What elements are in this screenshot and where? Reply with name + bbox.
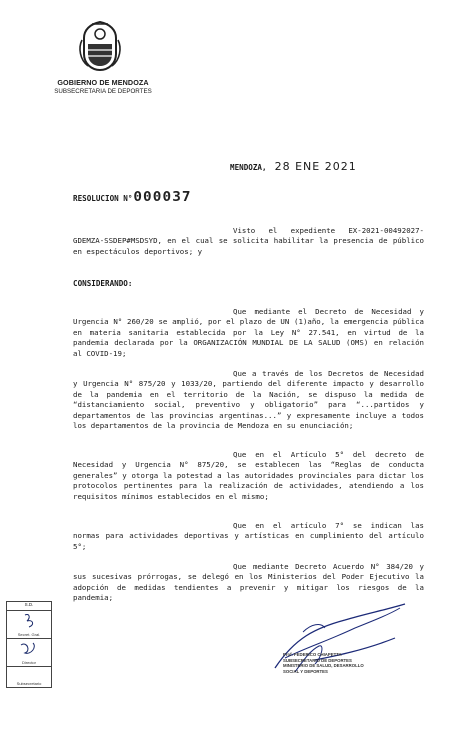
paragraph-4: Que en el artículo 7° se indican las normas para actividades deportivas y artísticas en cumplimiento del artículo 5°; xyxy=(73,521,424,551)
approval-stamp xyxy=(6,601,52,688)
letterhead xyxy=(38,78,168,96)
date-place: MENDOZA, xyxy=(230,163,267,172)
resolution-label: RESOLUCION N° xyxy=(73,194,133,203)
initials-icon xyxy=(7,611,51,631)
stamp-top: S.D. xyxy=(7,602,51,611)
paragraph-3: Que en el Artículo 5° del decreto de Necesidad y Urgencia N° 875/20, se establecen las “Reglas de conducta generales” y otorga la potestad a las autoridades provinciales para dictar los protocolos pertinentes para la realización de actividades, atendiendo a los requisitos mínimos establecidos en el mismo; xyxy=(73,450,424,501)
initials-icon xyxy=(7,639,51,659)
signer-ministry-2: SOCIAL Y DEPORTES xyxy=(283,668,328,674)
stamp-cell-secretaria: Secret. Gral. xyxy=(7,611,51,639)
resolution-number: 000037 xyxy=(133,190,193,205)
stamp-cell-subsecretario: Subsecretario xyxy=(16,681,42,686)
handwritten-date: 28 ENE 2021 xyxy=(274,160,357,173)
handwritten-signature-icon xyxy=(255,598,415,688)
resolution-line xyxy=(73,190,193,205)
stamp-cell-director: Director xyxy=(7,639,51,667)
subsecretaria-name: SUBSECRETARIA DE DEPORTES xyxy=(54,88,152,95)
coat-of-arms-icon xyxy=(78,20,122,72)
signature-block xyxy=(283,652,364,674)
paragraph-1: Que mediante el Decreto de Necesidad y Urgencia N° 260/20 se amplió, por el plazo de UN (1)año, la emergencia pública en materia sanitaria establecida por la Ley N° 27.541, en virtud de la pandemia declarada por la ORGANIZACIÓN MUNDIAL DE LA SALUD (OMS) en relación al COVID-19; xyxy=(73,307,424,358)
paragraph-5: Que mediante Decreto Acuerdo N° 384/20 y sus sucesivas prórrogas, se delegó en los Ministerios del Poder Ejecutivo la adopción de medidas tendientes a prevenir y mitigar los riesgos de la pandemia; xyxy=(73,562,424,603)
signer-ministry: MINISTERIO DE SALUD, DESARROLLO xyxy=(283,663,364,669)
date-line xyxy=(230,160,357,173)
paragraph-visto: Visto el expediente EX-2021-00492027-GDEMZA-SSDEP#MSDSYD, en el cual se solicita habilitar la presencia de público en espectáculos deportivos; y xyxy=(73,226,424,256)
signer-name: Prof. FEDERICO CHIAPETTA xyxy=(283,652,342,657)
signer-title: SUBSECRETARIO DE DEPORTES xyxy=(283,657,352,663)
government-name: GOBIERNO DE MENDOZA xyxy=(57,78,149,87)
considerando-heading: CONSIDERANDO: xyxy=(73,279,133,288)
paragraph-2: Que a través de los Decretos de Necesidad y Urgencia N° 875/20 y 1033/20, partiendo del diferente impacto y desarrollo de la pandemia en el territorio de la Nación, se dispuso la medida de “distanciamiento social, preventivo y obligatorio” para “...partidos y departamentos de las provincias argentinas...” y expresamente incluye a todos los departamentos de la provincia de Mendoza en su enunciación; xyxy=(73,369,424,431)
